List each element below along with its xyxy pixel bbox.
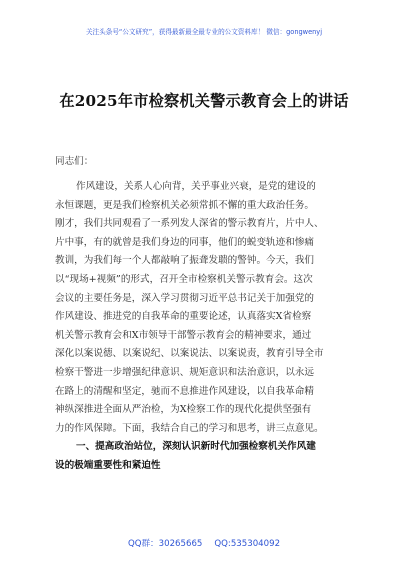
document-title: 在2025年市检察机关警示教育会上的讲话 <box>59 92 349 110</box>
section-heading: 一、提高政治站位，深刻认识新时代加强检察机关作风建 <box>76 441 316 453</box>
greeting: 同志们： <box>55 156 94 167</box>
body-line: 在路上的清醒和坚定，驰而不息推进作风建设，以自我革命精 <box>55 385 315 397</box>
speech-body <box>55 178 355 476</box>
body-line: 力的作风保障。下面，我结合自己的学习和思考，讲三点意见。 <box>55 422 324 434</box>
body-line: 神纵深推进全面从严治检，为X检察工作的现代化提供坚强有 <box>55 404 312 416</box>
section-heading-cont: 设的极端重要性和紧迫性 <box>55 459 161 471</box>
body-line: 检察干警进一步增强纪律意识、规矩意识和法治意识，以永远 <box>55 366 315 378</box>
body-line: 会议的主要任务是，深入学习贯彻习近平总书记关于加强党的 <box>55 292 315 304</box>
body-line: 作风建设、推进党的自我革命的重要论述，认真落实X省检察 <box>55 311 312 323</box>
qq-contact-label: QQ:535304092 <box>214 539 281 549</box>
promo-banner: 关注头条号“公文研究”，获得最新最全最专业的公文资料库！ 微信：gongwenyj <box>85 28 323 36</box>
body-line: 刚才，我们共同观看了一系列发人深省的警示教育片，片中人、 <box>55 218 324 230</box>
body-line: 机关警示教育会和X市领导干部警示教育会的精神要求，通过 <box>55 329 312 341</box>
body-line: 片中事，有的就曾是我们身边的同事，他们的蜕变轨迹和惨痛 <box>55 236 315 248</box>
qq-group-label: QQ群：30265665 <box>127 539 203 549</box>
body-line: 深化以案说德、以案说纪、以案说法、以案说责，教育引导全市 <box>55 348 324 360</box>
body-line: 永恒课题，更是我们检察机关必须常抓不懈的重大政治任务。 <box>55 199 315 211</box>
body-line: 作风建设，关系人心向背，关乎事业兴衰，是党的建设的 <box>76 181 316 192</box>
body-line: 教训，为我们每一个人都敲响了振聋发聩的警钟。今天，我们 <box>55 255 315 267</box>
body-line: 以“现场+视频”的形式，召开全市检察机关警示教育会。这次 <box>55 273 313 285</box>
footer-contact <box>0 537 408 549</box>
